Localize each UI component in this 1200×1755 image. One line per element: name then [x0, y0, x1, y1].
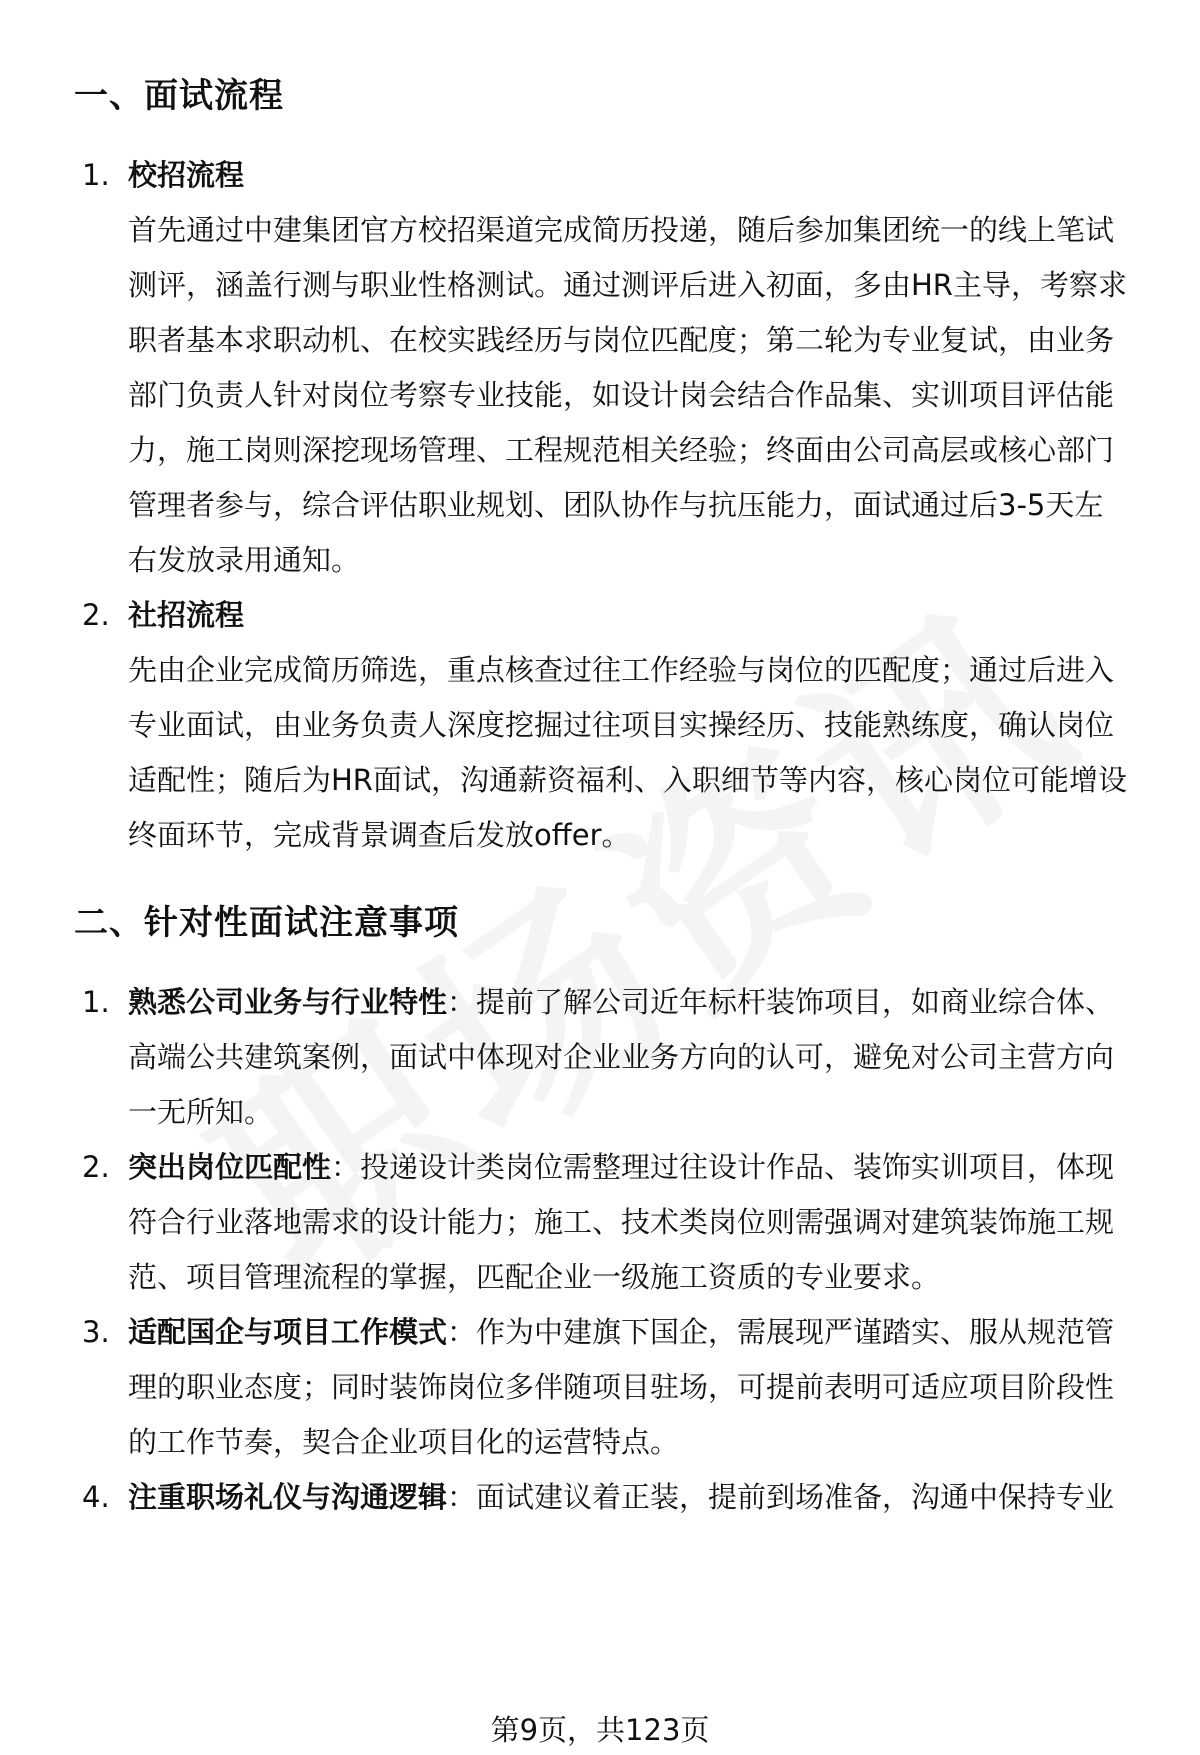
item-heading-social: [128, 595, 244, 635]
paragraph-line: 高端公共建筑案例，面试中体现对企业业务方向的认可，避免对公司主营方向: [128, 1040, 1115, 1074]
heading-text: 社招流程: [128, 598, 245, 632]
paragraph-line: 部门负责人针对岗位考察专业技能，如设计岗会结合作品集、实训项目评估能: [128, 378, 1115, 412]
paragraph-line: 测评，涵盖行测与职业性格测试。通过测评后进入初面，多由HR主导，考察求: [128, 268, 1127, 302]
paragraph-line: 先由企业完成简历筛选，重点核查过往工作经验与岗位的匹配度；通过后进入: [128, 653, 1115, 687]
heading-text: 校招流程: [128, 158, 245, 192]
list-item-first-line: [128, 1147, 1114, 1187]
list-item-first-line: [128, 1312, 1114, 1352]
list-item-first-line: [128, 1477, 1114, 1517]
item-bold-lead: 熟悉公司业务与行业特性: [128, 985, 448, 1019]
list-number: 2.: [82, 1150, 110, 1184]
list-number: 2.: [82, 598, 110, 632]
paragraph-line: 终面环节，完成背景调查后发放offer。: [128, 818, 631, 852]
list-number: 4.: [82, 1480, 110, 1514]
paragraph-line: 符合行业落地需求的设计能力；施工、技术类岗位则需强调对建筑装饰施工规: [128, 1205, 1115, 1239]
list-item-first-line: [128, 982, 1114, 1022]
paragraph-line: 专业面试，由业务负责人深度挖掘过往项目实操经历、技能熟练度，确认岗位: [128, 708, 1115, 742]
item-bold-lead: 注重职场礼仪与沟通逻辑: [128, 1480, 448, 1514]
list-number: 1.: [82, 158, 110, 192]
item-bold-lead: 突出岗位匹配性: [128, 1150, 332, 1184]
paragraph-line: 理的职业态度；同时装饰岗位多伴随项目驻场，可提前表明可适应项目阶段性: [128, 1370, 1115, 1404]
paragraph-line: 首先通过中建集团官方校招渠道完成简历投递，随后参加集团统一的线上笔试: [128, 213, 1115, 247]
paragraph-line: 范、项目管理流程的掌握，匹配企业一级施工资质的专业要求。: [128, 1260, 941, 1294]
page-number: 第9页，共123页: [490, 1713, 710, 1747]
paragraph-line: 职者基本求职动机、在校实践经历与岗位匹配度；第二轮为专业复试，由业务: [128, 323, 1115, 357]
paragraph-line: 右发放录用通知。: [128, 543, 361, 577]
paragraph-line: 管理者参与，综合评估职业规划、团队协作与抗压能力，面试通过后3-5天左: [128, 488, 1104, 522]
item-text: ：投递设计类岗位需整理过往设计作品、装饰实训项目，体现: [331, 1150, 1115, 1184]
item-text: ：作为中建旗下国企，需展现严谨踏实、服从规范管: [447, 1315, 1115, 1349]
item-heading-campus: [128, 155, 244, 195]
item-text: ：提前了解公司近年标杆装饰项目，如商业综合体、: [447, 985, 1115, 1019]
section-title-interview-notes: 二、针对性面试注意事项: [74, 903, 459, 943]
list-number: 3.: [82, 1315, 110, 1349]
section-title-interview-process: 一、面试流程: [74, 76, 284, 116]
paragraph-line: 一无所知。: [128, 1095, 274, 1129]
list-number: 1.: [82, 985, 110, 1019]
item-text: ：面试建议着正装，提前到场准备，沟通中保持专业: [447, 1480, 1115, 1514]
item-bold-lead: 适配国企与项目工作模式: [128, 1315, 448, 1349]
paragraph-line: 的工作节奏，契合企业项目化的运营特点。: [128, 1425, 680, 1459]
paragraph-line: 适配性；随后为HR面试，沟通薪资福利、入职细节等内容，核心岗位可能增设: [128, 763, 1127, 797]
paragraph-line: 力，施工岗则深挖现场管理、工程规范相关经验；终面由公司高层或核心部门: [128, 433, 1115, 467]
